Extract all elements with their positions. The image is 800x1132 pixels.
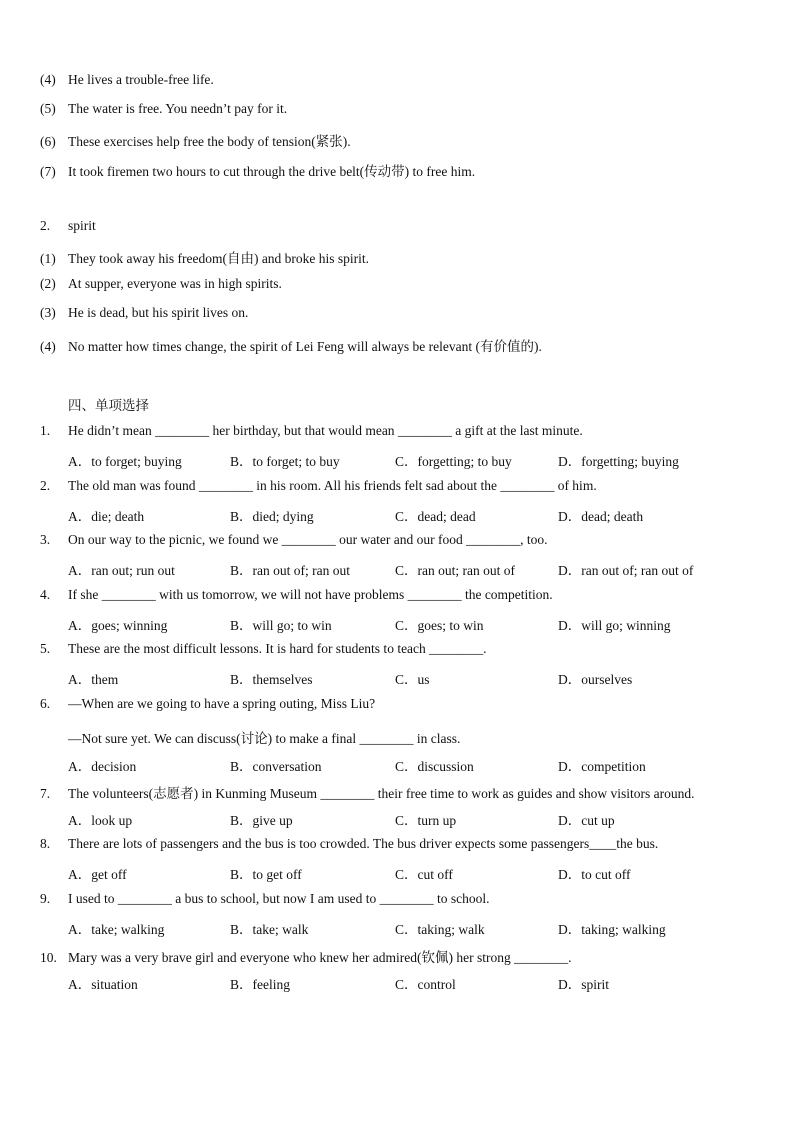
option-d[interactable]: D．ourselves xyxy=(558,672,633,687)
option-c[interactable]: C．cut off xyxy=(395,867,453,882)
option-a[interactable]: A．decision xyxy=(68,759,137,774)
option-a[interactable]: A．look up xyxy=(68,813,133,828)
question-3 xyxy=(40,532,548,548)
example-free-6: (6) These exercises help free the body of tension(紧张). xyxy=(40,134,351,149)
question-text: These are the most difficult lessons. It is hard for students to teach ________. xyxy=(68,641,487,656)
example-spirit-2: (2) At supper, everyone was in high spirits. xyxy=(40,276,282,291)
option-a[interactable]: A．to forget; buying xyxy=(68,454,182,469)
question-number: 10. xyxy=(40,950,57,965)
example-free-7: (7) It took firemen two hours to cut through the drive belt(传动带) to free him. xyxy=(40,164,476,179)
option-a[interactable]: A．situation xyxy=(68,977,138,992)
option-d[interactable]: D．will go; winning xyxy=(558,618,671,633)
option-c[interactable]: C．turn up xyxy=(395,813,457,828)
example-free-4: (4) He lives a trouble-free life. xyxy=(40,72,214,87)
option-b[interactable]: B．died; dying xyxy=(230,509,314,524)
question-2 xyxy=(40,478,597,494)
option-d[interactable]: D．ran out of; ran out of xyxy=(558,563,694,578)
option-c[interactable]: C．control xyxy=(395,977,456,992)
question-number: 5. xyxy=(40,641,51,656)
option-c[interactable]: C．dead; dead xyxy=(395,509,476,524)
question-text: The volunteers(志愿者) in Kunming Museum ________ their free time to work as guides and show visitors around. xyxy=(68,786,695,801)
question-text: There are lots of passengers and the bus is too crowded. The bus driver expects some passengers____the bus. xyxy=(68,836,659,851)
option-b[interactable]: B．themselves xyxy=(230,672,313,687)
option-b[interactable]: B．take; walk xyxy=(230,922,309,937)
question-text: He didn’t mean ________ her birthday, but that would mean ________ a gift at the last minute. xyxy=(68,423,583,438)
example-spirit-4: (4) No matter how times change, the spirit of Lei Feng will always be relevant (有价值的). xyxy=(40,339,542,354)
example-spirit-3: (3) He is dead, but his spirit lives on. xyxy=(40,305,249,320)
option-b[interactable]: B．conversation xyxy=(230,759,322,774)
option-d[interactable]: D．forgetting; buying xyxy=(558,454,679,469)
question-number: 2. xyxy=(40,478,51,493)
question-number: 6. xyxy=(40,696,51,711)
example-spirit-1: (1) They took away his freedom(自由) and broke his spirit. xyxy=(40,251,370,266)
section-title: 四、单项选择 xyxy=(68,398,149,413)
question-6-second-line: —Not sure yet. We can discuss(讨论) to make a final ________ in class. xyxy=(68,731,461,746)
option-a[interactable]: A．take; walking xyxy=(68,922,165,937)
question-number: 1. xyxy=(40,423,51,438)
option-b[interactable]: B．feeling xyxy=(230,977,290,992)
option-d[interactable]: D．cut up xyxy=(558,813,615,828)
option-d[interactable]: D．dead; death xyxy=(558,509,644,524)
question-1 xyxy=(40,423,583,439)
option-c[interactable]: C．us xyxy=(395,672,430,687)
option-b[interactable]: B．to get off xyxy=(230,867,302,882)
option-b[interactable]: B．will go; to win xyxy=(230,618,332,633)
option-a[interactable]: A．them xyxy=(68,672,119,687)
question-number: 7. xyxy=(40,786,51,801)
option-c[interactable]: C．ran out; ran out of xyxy=(395,563,515,578)
option-c[interactable]: C．taking; walk xyxy=(395,922,485,937)
option-d[interactable]: D．spirit xyxy=(558,977,610,992)
option-a[interactable]: A．goes; winning xyxy=(68,618,168,633)
question-6 xyxy=(40,696,375,712)
question-text: If she ________ with us tomorrow, we will not have problems ________ the competition. xyxy=(68,587,553,602)
question-number: 4. xyxy=(40,587,51,602)
question-number: 8. xyxy=(40,836,51,851)
question-9 xyxy=(40,891,489,907)
question-8 xyxy=(40,836,658,852)
option-a[interactable]: A．ran out; run out xyxy=(68,563,175,578)
question-text: On our way to the picnic, we found we ________ our water and our food ________, too. xyxy=(68,532,548,547)
question-5 xyxy=(40,641,487,657)
option-c[interactable]: C．forgetting; to buy xyxy=(395,454,512,469)
option-c[interactable]: C．goes; to win xyxy=(395,618,484,633)
question-10 xyxy=(40,946,571,966)
question-7 xyxy=(40,782,695,802)
question-text: The old man was found ________ in his room. All his friends felt sad about the ________ of him. xyxy=(68,478,597,493)
option-b[interactable]: B．give up xyxy=(230,813,293,828)
option-d[interactable]: D．to cut off xyxy=(558,867,631,882)
question-number: 3. xyxy=(40,532,51,547)
option-a[interactable]: A．die; death xyxy=(68,509,145,524)
question-4 xyxy=(40,587,553,603)
option-b[interactable]: B．ran out of; ran out xyxy=(230,563,350,578)
option-a[interactable]: A．get off xyxy=(68,867,127,882)
option-c[interactable]: C．discussion xyxy=(395,759,474,774)
question-number: 9. xyxy=(40,891,51,906)
option-b[interactable]: B．to forget; to buy xyxy=(230,454,340,469)
option-d[interactable]: D．competition xyxy=(558,759,646,774)
option-d[interactable]: D．taking; walking xyxy=(558,922,666,937)
question-text: —When are we going to have a spring outing, Miss Liu? xyxy=(68,696,376,711)
word-heading-spirit: 2. spirit xyxy=(40,218,96,233)
example-free-5: (5) The water is free. You needn’t pay for it. xyxy=(40,101,288,116)
question-text: I used to ________ a bus to school, but now I am used to ________ to school. xyxy=(68,891,490,906)
question-text: Mary was a very brave girl and everyone who knew her admired(钦佩) her strong ________. xyxy=(68,950,572,965)
